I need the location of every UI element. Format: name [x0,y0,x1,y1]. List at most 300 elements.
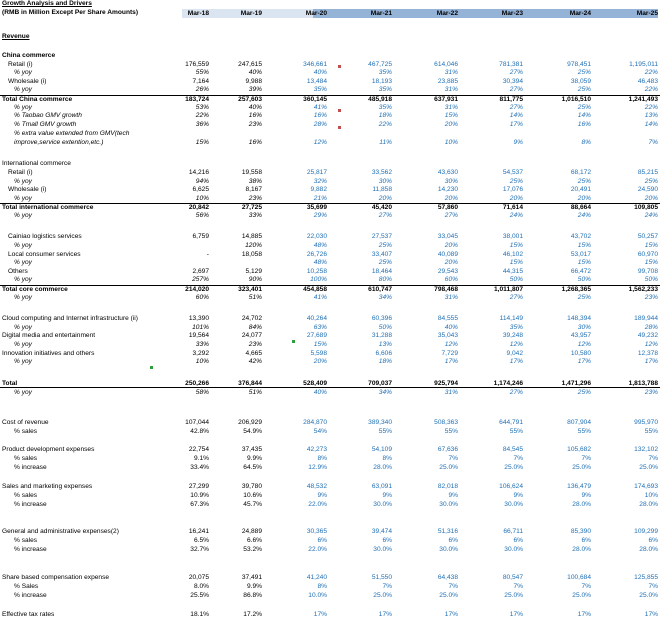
cell[interactable]: 6.6% [246,537,262,544]
cell[interactable]: 614,046 [434,61,458,68]
cell[interactable]: 27,299 [188,483,209,490]
cell[interactable]: 25.0% [639,592,658,599]
cell[interactable]: 995,970 [634,419,658,426]
cell[interactable]: 15% [577,242,591,249]
cell[interactable]: 99,708 [637,268,658,275]
cell[interactable]: 13% [644,112,658,119]
cell[interactable]: 49,232 [637,332,658,339]
column-header[interactable]: Mar-24 [569,10,591,17]
cell[interactable]: 7% [648,583,658,590]
column-header[interactable]: Mar-20 [305,10,327,17]
cell[interactable]: 23% [248,121,262,128]
cell[interactable]: 29% [313,212,327,219]
cell[interactable]: 14% [577,112,591,119]
cell[interactable]: 27,689 [306,332,327,339]
cell[interactable]: 28.0% [572,501,591,508]
column-header[interactable]: Mar-19 [240,10,262,17]
row-label[interactable]: % yoy [14,69,32,76]
row-label[interactable]: % yoy [14,104,32,111]
cell[interactable]: 9,988 [245,78,262,85]
cell[interactable]: 30.0% [373,501,392,508]
cell[interactable]: 10% [195,195,209,202]
cell[interactable]: 16,241 [188,528,209,535]
cell[interactable]: 38,001 [502,233,523,240]
row-label[interactable]: % increase [14,501,47,508]
cell[interactable]: 6% [382,537,392,544]
cell[interactable]: 12% [509,341,523,348]
cell[interactable]: 53.2% [243,546,262,553]
cell[interactable]: 25.0% [504,464,523,471]
cell[interactable]: 55% [577,428,591,435]
cell[interactable]: 27% [509,69,523,76]
cell[interactable]: 14% [509,112,523,119]
cell[interactable]: 925,794 [434,380,458,387]
cell[interactable]: 35,699 [306,204,327,211]
cell[interactable]: 6% [648,537,658,544]
cell[interactable]: 43,630 [437,169,458,176]
cell[interactable]: 9,042 [506,350,523,357]
cell[interactable]: 18% [378,112,392,119]
cell[interactable]: 360,145 [303,96,327,103]
cell[interactable]: 125,855 [634,574,658,581]
cell[interactable]: 6,625 [192,186,209,193]
cell[interactable]: 14,885 [241,233,262,240]
cell[interactable]: 15% [644,259,658,266]
cell[interactable]: 17% [378,611,392,618]
cell[interactable]: 9.9% [246,583,262,590]
cell[interactable]: 30.0% [373,546,392,553]
cell[interactable]: 37,435 [241,446,262,453]
cell[interactable]: 781,381 [499,61,523,68]
row-label[interactable]: Wholesale (i) [8,78,47,85]
cell[interactable]: 25,817 [306,169,327,176]
cell[interactable]: 12% [313,139,327,146]
cell[interactable]: 85,215 [637,169,658,176]
cell[interactable]: 36% [195,121,209,128]
cell[interactable]: 35% [378,86,392,93]
cell[interactable]: 10,580 [570,350,591,357]
cell[interactable]: 978,451 [567,61,591,68]
cell[interactable]: 17% [509,358,523,365]
row-label[interactable]: General and administrative expenses(2) [2,528,119,535]
cell[interactable]: 7% [513,583,523,590]
cell[interactable]: 13,390 [188,315,209,322]
cell[interactable]: 54,537 [502,169,523,176]
cell[interactable]: 57,860 [437,204,458,211]
cell[interactable]: 6% [448,537,458,544]
cell[interactable]: 80,547 [502,574,523,581]
cell[interactable]: 37,491 [241,574,262,581]
cell[interactable]: 30.0% [439,546,458,553]
cell[interactable]: 50% [577,276,591,283]
cell[interactable]: 6,759 [192,233,209,240]
row-label[interactable]: Sales and marketing expenses [2,483,93,490]
cell[interactable]: 60% [195,294,209,301]
cell[interactable]: 8% [581,139,591,146]
cell[interactable]: 35% [313,86,327,93]
cell[interactable]: 22% [644,69,658,76]
cell[interactable]: 10,258 [306,268,327,275]
cell[interactable]: 23% [248,195,262,202]
cell[interactable]: 27% [378,212,392,219]
cell[interactable]: 88,664 [570,204,591,211]
cell[interactable]: 214,020 [185,286,209,293]
cell[interactable]: 50,257 [637,233,658,240]
cell[interactable]: 15% [444,112,458,119]
cell[interactable]: 38% [248,178,262,185]
cell[interactable]: 709,037 [368,380,392,387]
cell[interactable]: 33,045 [437,233,458,240]
cell[interactable]: 206,929 [238,419,262,426]
cell[interactable]: 17% [577,611,591,618]
cell[interactable]: 68,172 [570,169,591,176]
cell[interactable]: 31% [444,69,458,76]
cell[interactable]: 12% [444,341,458,348]
cell[interactable]: 30.0% [504,501,523,508]
cell[interactable]: 25.0% [572,464,591,471]
cell[interactable]: 17,076 [502,186,523,193]
cell[interactable]: 7% [648,139,658,146]
cell[interactable]: 3,292 [192,350,209,357]
cell[interactable]: 51,316 [437,528,458,535]
cell[interactable]: 7% [448,455,458,462]
cell[interactable]: 24,702 [241,315,262,322]
cell[interactable]: 84,545 [502,446,523,453]
comment-marker[interactable] [338,65,341,68]
cell[interactable]: 22% [644,86,658,93]
cell[interactable]: 15% [509,259,523,266]
cell[interactable]: 13,484 [306,78,327,85]
cell[interactable]: 12% [577,341,591,348]
cell[interactable]: 9% [581,492,591,499]
cell[interactable]: 9.9% [246,455,262,462]
cell[interactable]: 389,340 [368,419,392,426]
cell[interactable]: 284,870 [303,419,327,426]
cell[interactable]: 35% [509,324,523,331]
cell[interactable]: 454,858 [303,286,327,293]
cell[interactable]: 27% [444,212,458,219]
cell[interactable]: 20,075 [188,574,209,581]
cell[interactable]: 64.5% [243,464,262,471]
cell[interactable]: 11,858 [372,186,392,193]
cell[interactable]: 94% [195,178,209,185]
cell[interactable]: 40% [444,324,458,331]
row-label[interactable]: Total core commerce [2,286,68,293]
cell[interactable]: 8% [317,583,327,590]
cell[interactable]: 20% [509,195,523,202]
cell[interactable]: 20% [644,195,658,202]
cell[interactable]: 25% [378,259,392,266]
cell[interactable]: 34% [378,294,392,301]
cell[interactable]: 24,590 [637,186,658,193]
cell[interactable]: 56% [195,212,209,219]
cell[interactable]: 67,636 [437,446,458,453]
cell[interactable]: 30% [577,324,591,331]
cell[interactable]: 106,624 [499,483,523,490]
cell[interactable]: 10.0% [308,592,327,599]
cell[interactable]: 7% [581,455,591,462]
cell[interactable]: 20% [444,259,458,266]
cell[interactable]: 6.5% [193,537,209,544]
cell[interactable]: 10% [644,492,658,499]
cell[interactable]: 55% [195,69,209,76]
cell[interactable]: 39,474 [371,528,392,535]
cell[interactable]: 30,394 [502,78,523,85]
cell[interactable]: 42.8% [190,428,209,435]
cell[interactable]: 85,390 [570,528,591,535]
cell[interactable]: 24% [644,212,658,219]
cell[interactable]: 1,174,246 [493,380,523,387]
row-label[interactable]: Cloud computing and Internet infrastructure (ii) [2,315,138,322]
cell[interactable]: 22.0% [308,546,327,553]
cell[interactable]: 18,464 [371,268,392,275]
cell[interactable]: 100% [310,276,327,283]
cell[interactable]: 15% [195,139,209,146]
cell[interactable]: 1,195,011 [629,61,658,68]
cell[interactable]: 22,030 [306,233,327,240]
cell[interactable]: 1,011,807 [494,286,523,293]
cell[interactable]: 31% [444,86,458,93]
cell[interactable]: 15% [509,242,523,249]
cell[interactable]: 1,241,493 [628,96,658,103]
cell[interactable]: 376,844 [238,380,262,387]
cell[interactable]: 7,164 [192,78,209,85]
cell[interactable]: 24,889 [241,528,262,535]
cell[interactable]: 19,564 [188,332,209,339]
row-label[interactable]: % sales [14,492,38,499]
cell[interactable]: 811,775 [499,96,523,103]
comment-marker[interactable] [150,366,153,369]
cell[interactable]: 1,268,365 [561,286,591,293]
cell[interactable]: 48,532 [306,483,327,490]
row-label[interactable]: Effective tax rates [2,611,55,618]
cell[interactable]: 30.0% [504,546,523,553]
cell[interactable]: 50% [644,276,658,283]
cell[interactable]: 17.2% [243,611,262,618]
cell[interactable]: 42,273 [306,446,327,453]
cell[interactable]: 14% [644,121,658,128]
cell[interactable]: 30% [378,178,392,185]
cell[interactable]: 7% [648,455,658,462]
cell[interactable]: 798,468 [434,286,458,293]
cell[interactable]: 12% [644,341,658,348]
cell[interactable]: 8% [317,455,327,462]
cell[interactable]: 31% [444,294,458,301]
cell[interactable]: 610,747 [368,286,392,293]
cell[interactable]: 58% [195,389,209,396]
row-label[interactable]: Retail (i) [8,61,33,68]
cell[interactable]: 46,483 [637,78,658,85]
cell[interactable]: 22% [378,121,392,128]
cell[interactable]: 43,957 [570,332,591,339]
cell[interactable]: 60,396 [371,315,392,322]
row-label[interactable]: % increase [14,592,47,599]
cell[interactable]: 8,167 [245,186,262,193]
cell[interactable]: 9% [382,492,392,499]
cell[interactable]: 101% [192,324,209,331]
cell[interactable]: 15% [313,341,327,348]
comment-marker[interactable] [338,126,341,129]
cell[interactable]: 27,537 [371,233,392,240]
cell[interactable]: 114,149 [499,315,523,322]
cell[interactable]: 17% [644,611,658,618]
cell[interactable]: 485,918 [368,96,392,103]
cell[interactable]: 136,479 [567,483,591,490]
row-label[interactable]: Wholesale (i) [8,186,47,193]
cell[interactable]: 42% [248,358,262,365]
cell[interactable]: 20% [313,358,327,365]
cell[interactable]: 23% [644,294,658,301]
row-label[interactable]: Cainiao logistics services [8,233,82,240]
cell[interactable]: 31% [444,389,458,396]
cell[interactable]: 84,555 [437,315,458,322]
cell[interactable]: 6% [513,537,523,544]
row-label[interactable]: % Tmall GMV growth [14,121,77,128]
cell[interactable]: 27% [509,86,523,93]
cell[interactable]: 66,472 [570,268,591,275]
cell[interactable]: 46,102 [502,251,523,258]
cell[interactable]: 25.0% [439,464,458,471]
cell[interactable]: 107,044 [185,419,209,426]
row-label[interactable]: % Sales [14,583,39,590]
cell[interactable]: 10% [444,139,458,146]
cell[interactable]: 9% [448,492,458,499]
row-label[interactable]: % yoy [14,178,32,185]
cell[interactable]: 55% [444,428,458,435]
cell[interactable]: 10.6% [243,492,262,499]
cell[interactable]: 28% [313,121,327,128]
cell[interactable]: 55% [509,428,523,435]
cell[interactable]: 807,904 [567,419,591,426]
row-label[interactable]: Cost of revenue [2,419,49,426]
row-label[interactable]: % yoy [14,389,32,396]
cell[interactable]: 30,365 [306,528,327,535]
cell[interactable]: 18% [378,358,392,365]
cell[interactable]: 7% [581,583,591,590]
cell[interactable]: 467,725 [368,61,392,68]
cell[interactable]: 28.0% [639,546,658,553]
row-label[interactable]: % increase [14,546,47,553]
row-label[interactable]: % yoy [14,341,32,348]
cell[interactable]: 100,684 [567,574,591,581]
cell[interactable]: 5,129 [245,268,262,275]
cell[interactable]: 22% [195,112,209,119]
cell[interactable]: 17% [509,121,523,128]
cell[interactable]: 63,091 [371,483,392,490]
cell[interactable]: 174,693 [634,483,658,490]
cell[interactable]: 27% [509,389,523,396]
cell[interactable]: 346,661 [303,61,327,68]
row-label[interactable]: Retail (i) [8,169,33,176]
cell[interactable]: 40,089 [437,251,458,258]
cell[interactable]: 22,754 [188,446,209,453]
cell[interactable]: 17% [644,358,658,365]
cell[interactable]: 50% [378,324,392,331]
row-label[interactable]: improve,service extention,etc.) [14,139,104,146]
cell[interactable]: 25.0% [572,592,591,599]
cell[interactable]: 39,780 [241,483,262,490]
cell[interactable]: 508,363 [434,419,458,426]
cell[interactable]: 33.4% [190,464,209,471]
cell[interactable]: 1,471,296 [561,380,591,387]
cell[interactable]: 11% [379,139,392,146]
cell[interactable]: 25% [577,104,591,111]
cell[interactable]: 25% [577,69,591,76]
row-label[interactable]: % yoy [14,195,32,202]
cell[interactable]: 32.7% [190,546,209,553]
cell[interactable]: 23% [248,341,262,348]
cell[interactable]: 27% [509,294,523,301]
cell[interactable]: 9,882 [310,186,327,193]
cell[interactable]: 4,665 [245,350,262,357]
cell[interactable]: 33% [248,212,262,219]
row-label[interactable]: % sales [14,455,38,462]
cell[interactable]: 17% [444,358,458,365]
cell[interactable]: 45.7% [243,501,262,508]
row-label[interactable]: % yoy [14,259,32,266]
cell[interactable]: 25.0% [439,592,458,599]
row-label[interactable]: % yoy [14,358,32,365]
cell[interactable]: 35% [378,104,392,111]
cell[interactable]: 257% [192,276,209,283]
cell[interactable]: 2,697 [192,268,209,275]
cell[interactable]: 23,885 [437,78,458,85]
cell[interactable]: 35,043 [437,332,458,339]
cell[interactable]: 90% [248,276,262,283]
cell[interactable]: 33% [195,341,209,348]
cell[interactable]: 84% [248,324,262,331]
cell[interactable]: 15% [644,242,658,249]
cell[interactable]: 20% [444,195,458,202]
row-label[interactable]: % yoy [14,86,32,93]
cell[interactable]: 28.0% [572,546,591,553]
cell[interactable]: 250,266 [185,380,209,387]
cell[interactable]: 51% [248,294,262,301]
cell[interactable]: 27,725 [241,204,262,211]
cell[interactable]: 64,438 [437,574,458,581]
comment-marker[interactable] [292,340,295,343]
cell[interactable]: 40% [313,389,327,396]
row-label[interactable]: International commerce [2,160,71,167]
cell[interactable]: 51% [248,389,262,396]
cell[interactable]: 12.9% [308,464,327,471]
row-label[interactable]: % Taobao GMV growth [14,112,82,119]
cell[interactable]: 148,394 [567,315,591,322]
cell[interactable]: 80% [378,276,392,283]
cell[interactable]: 20% [378,195,392,202]
cell[interactable]: 29,543 [437,268,458,275]
cell[interactable]: 176,559 [185,61,209,68]
cell[interactable]: 45,420 [371,204,392,211]
cell[interactable]: 1,562,233 [628,286,658,293]
row-label[interactable]: Innovation initiatives and others [2,350,95,357]
cell[interactable]: 22.0% [308,501,327,508]
cell[interactable]: 43,702 [570,233,591,240]
cell[interactable]: 20,842 [188,204,209,211]
cell[interactable]: 25% [577,294,591,301]
cell[interactable]: 41% [313,104,327,111]
cell[interactable]: 17% [313,611,327,618]
row-label[interactable]: % yoy [14,324,32,331]
cell[interactable]: 109,299 [634,528,658,535]
cell[interactable]: 14,230 [437,186,458,193]
cell[interactable]: 25% [509,178,523,185]
cell[interactable]: 25% [577,178,591,185]
cell[interactable]: 24% [577,212,591,219]
cell[interactable]: 82,018 [437,483,458,490]
cell[interactable]: 48% [313,259,327,266]
row-label[interactable]: % yoy [14,294,32,301]
